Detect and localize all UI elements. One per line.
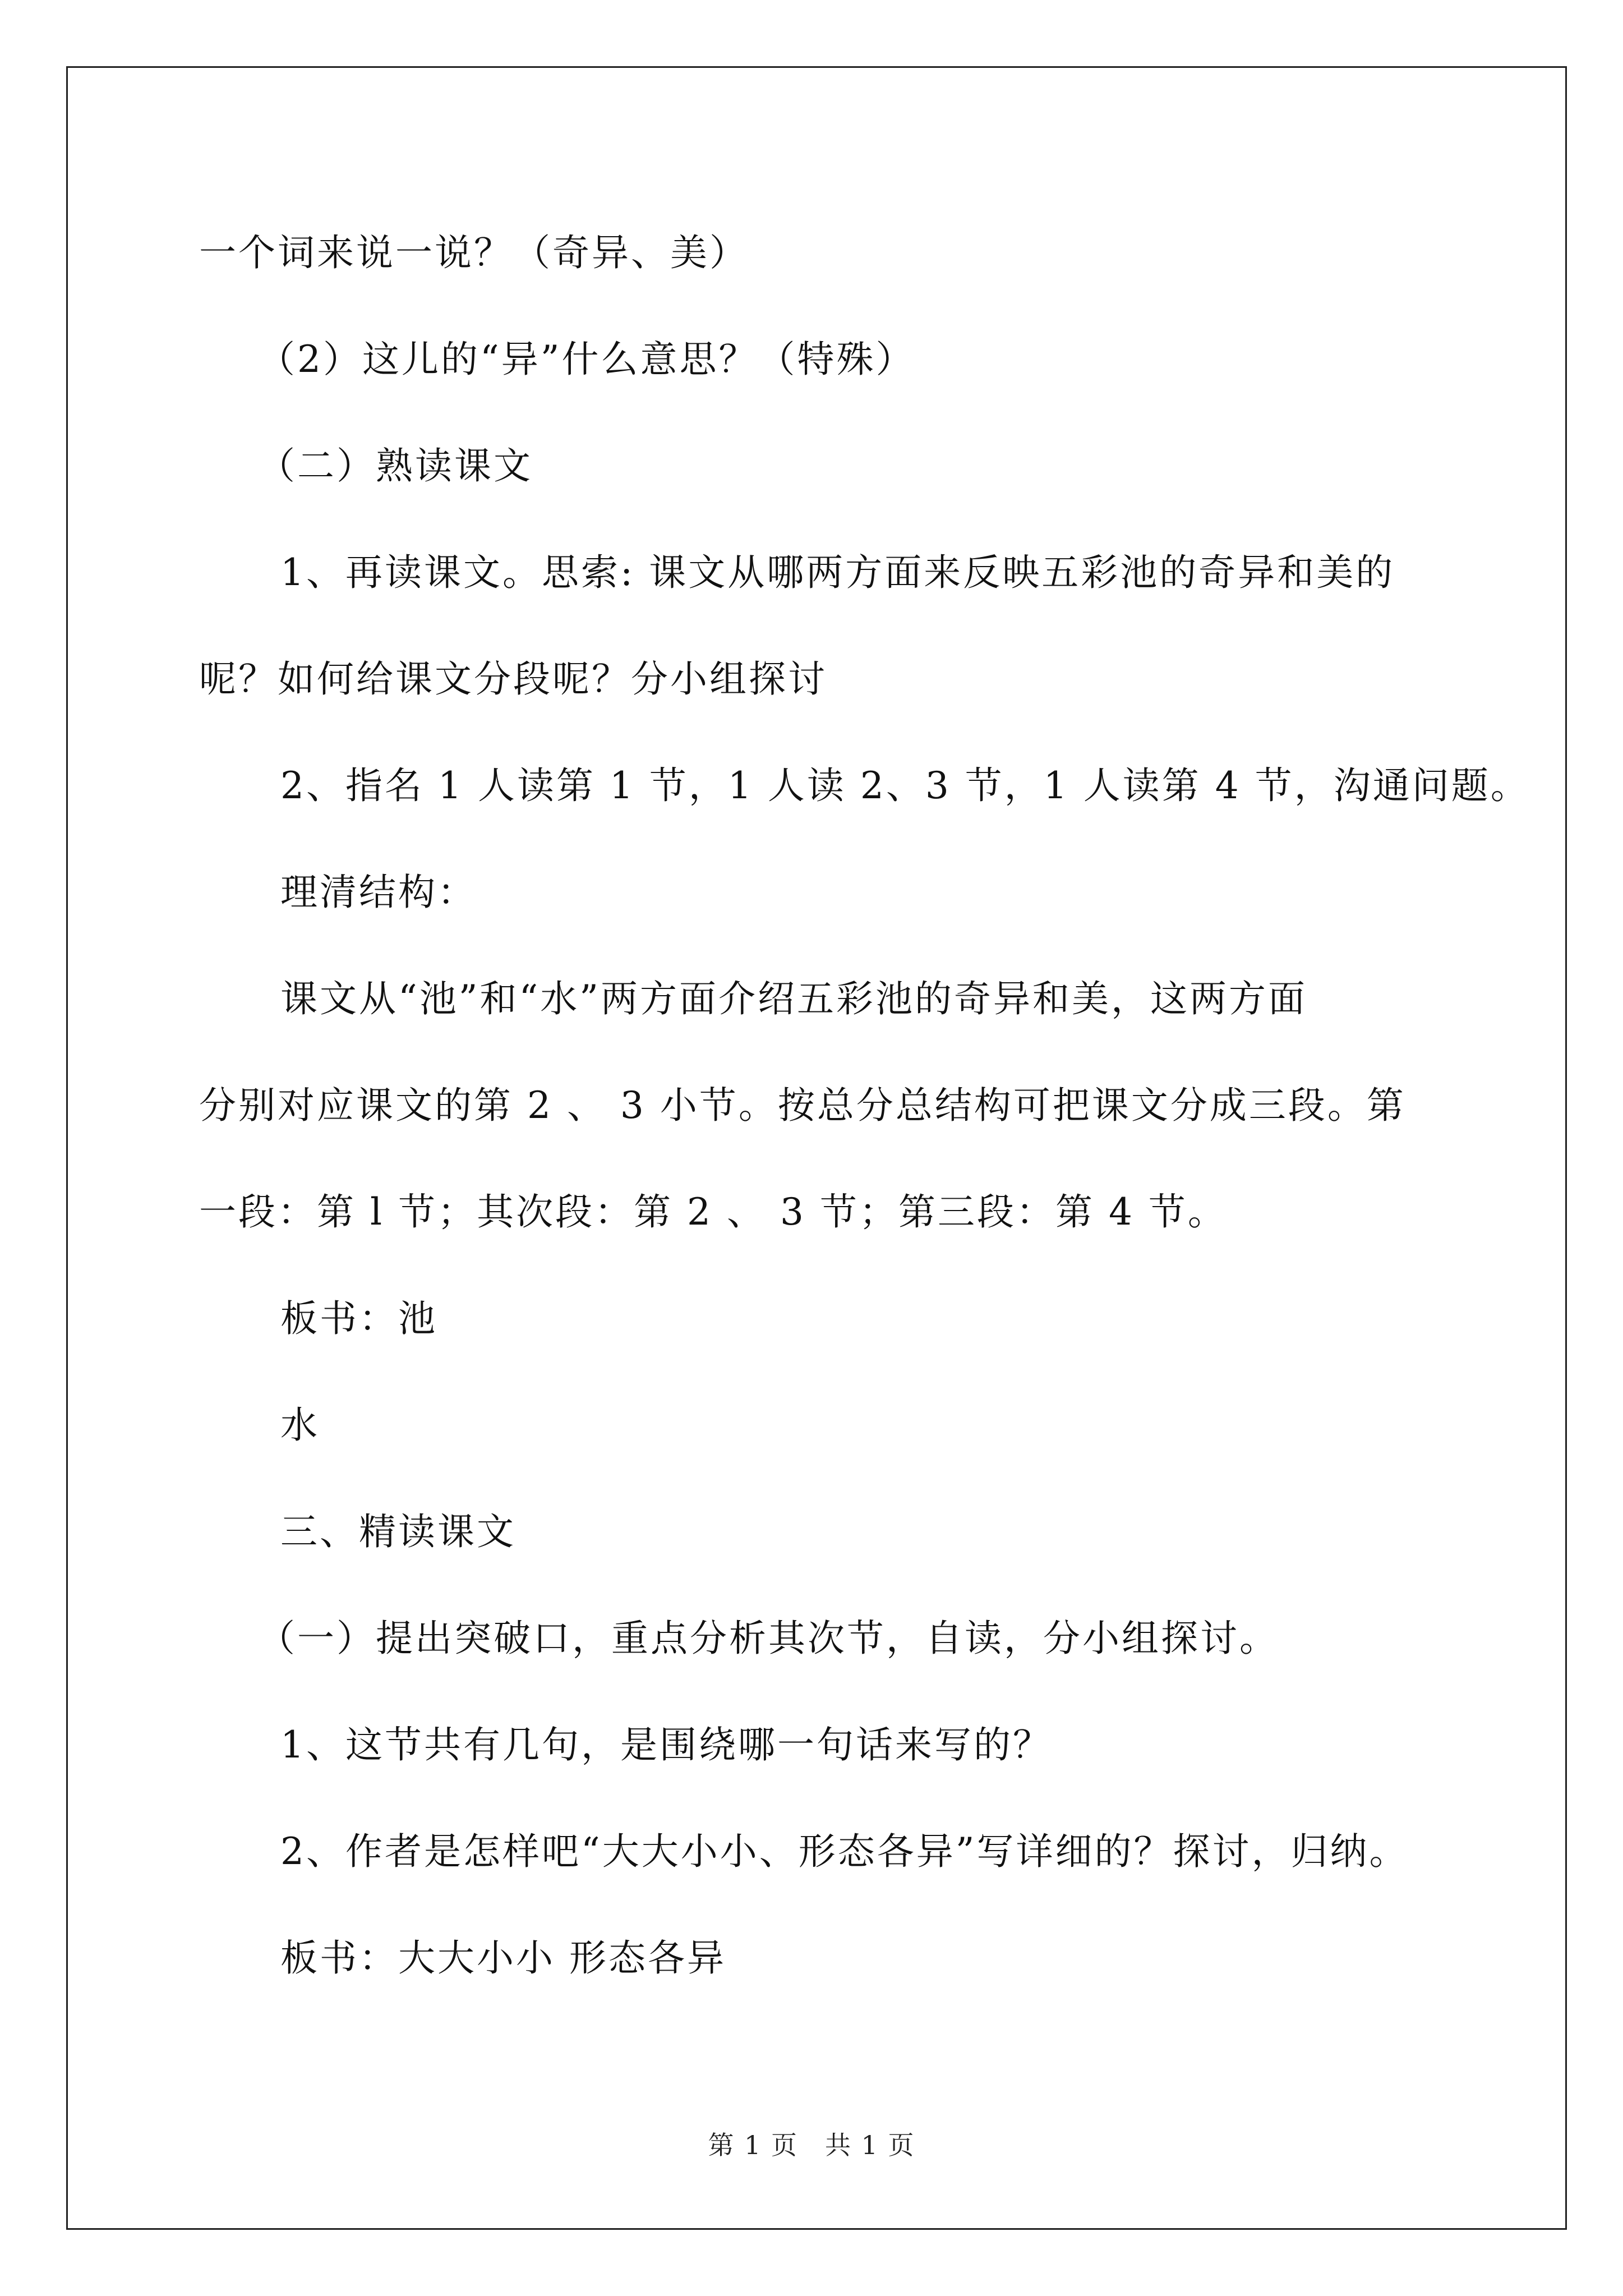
- text-line-15: 1、这节共有几句，是围绕哪一句话来写的？: [280, 1723, 1052, 1766]
- text-line-11: 板书：池: [280, 1297, 437, 1340]
- text-line-1: 一个词来说一说？（奇异、美）: [199, 231, 749, 274]
- text-line-13: 三、精读课文: [280, 1510, 516, 1553]
- text-line-12: 水: [280, 1404, 320, 1447]
- text-line-17: 板书：大大小小 形态各异: [280, 1936, 726, 1980]
- page-border: [66, 66, 1567, 2230]
- text-line-8: 课文从“池”和“水”两方面介绍五彩池的奇异和美，这两方面: [280, 977, 1307, 1020]
- text-line-6: 2、指名 1 人读第 1 节，1 人读 2、3 节，1 人读第 4 节，沟通问题。: [280, 764, 1530, 807]
- text-line-5: 呢？如何给课文分段呢？分小组探讨: [199, 657, 827, 701]
- text-line-2: （2）这儿的“异”什么意思？（特殊）: [258, 338, 915, 381]
- text-line-10: 一段：第 l 节；其次段：第 2 、 3 节；第三段：第 4 节。: [199, 1190, 1227, 1234]
- text-line-14: （一）提出突破口，重点分析其次节，自读，分小组探讨。: [258, 1617, 1279, 1660]
- text-line-9: 分别对应课文的第 2 、 3 小节。按总分总结构可把课文分成三段。第: [199, 1084, 1406, 1127]
- text-line-7: 理清结构：: [280, 871, 477, 914]
- text-line-4: 1、再读课文。思索: 课文从哪两方面来反映五彩池的奇异和美的: [280, 551, 1395, 594]
- text-line-3: （二）熟读课文: [258, 444, 533, 487]
- page-number-footer: 第 1 页 共 1 页: [708, 2130, 915, 2160]
- text-line-16: 2、作者是怎样吧“大大小小、形态各异”写详细的？探讨，归纳。: [280, 1830, 1409, 1873]
